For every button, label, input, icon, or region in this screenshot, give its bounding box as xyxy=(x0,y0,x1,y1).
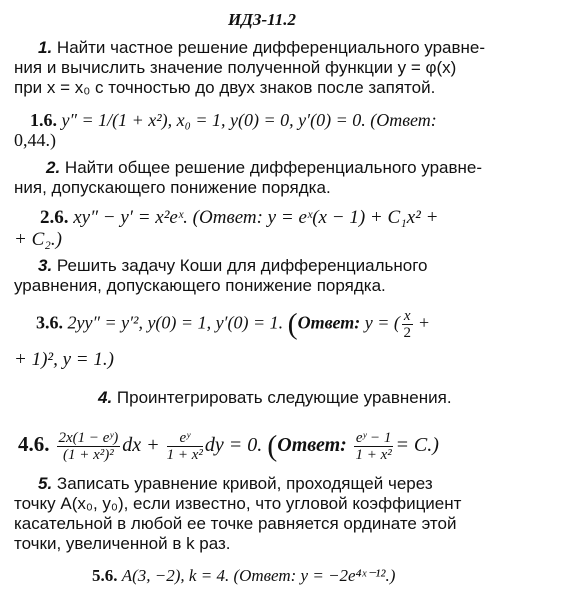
exercise-5-6-number: 5.6. xyxy=(92,566,118,585)
exercise-5-6-line xyxy=(92,566,395,586)
fraction-3-numerator: eʸ − 1 xyxy=(355,430,392,446)
open-paren: ( xyxy=(267,429,278,463)
exercise-3-6-line-1 xyxy=(36,308,429,341)
exercise-4-6-answer-end: = C.) xyxy=(395,434,439,457)
exercise-4-6-fraction-3 xyxy=(354,430,394,463)
fraction-2-numerator: eʸ xyxy=(167,430,203,447)
exercise-5-6-text: A(3, −2), k = 4. (Ответ: y = −2e⁴ˣ⁻¹².) xyxy=(121,566,396,585)
exercise-2-6-line-2: + C₂.) xyxy=(14,229,62,250)
exercise-3-6-number: 3.6. xyxy=(36,312,63,333)
open-paren: ( xyxy=(287,307,298,341)
exercise-3-6-answer-label: Ответ: xyxy=(297,312,361,333)
problem-5-line-3: касательной в любой ее точке равняется ординате этой xyxy=(14,514,457,533)
fraction-numerator: x xyxy=(403,308,411,324)
fraction-3-denominator: 1 + x² xyxy=(355,447,392,463)
problem-5-line-4: точки, увеличенной в k раз. xyxy=(14,534,231,553)
exercise-1-6-line-1 xyxy=(30,110,437,130)
exercise-4-6-number: 4.6. xyxy=(18,432,50,457)
problem-1-text-1: Найти частное решение дифференциального уравне- xyxy=(56,38,486,57)
problem-1-line-2: ния и вычислить значение полученной функции y = φ(x) xyxy=(14,58,457,77)
problem-2-number: 2. xyxy=(46,158,61,177)
exercise-4-6-line xyxy=(18,430,439,463)
exercise-3-6-fraction xyxy=(402,308,413,341)
problem-1-line-3: при x = x₀ с точностью до двух знаков после запятой. xyxy=(14,78,436,97)
exercise-4-6-dx: dx + xyxy=(122,434,160,457)
problem-5-text-1: Записать уравнение кривой, проходящей через xyxy=(56,474,433,493)
exercise-3-6-answer-start: y = ( xyxy=(364,312,400,333)
exercise-2-6-text-1: xy″ − y′ = x²eˣ. (Ответ: y = eˣ(x − 1) + C₁x² + xyxy=(73,207,439,228)
fraction-2-denominator: 1 + x² xyxy=(166,447,203,463)
problem-4-line xyxy=(98,388,452,408)
exercise-1-6-number: 1.6. xyxy=(30,110,57,130)
problem-5-line-1 xyxy=(38,474,433,494)
exercise-4-6-fraction-1 xyxy=(57,430,121,463)
exercise-2-6-line-1 xyxy=(40,208,438,228)
exercise-1-6-line-2: 0,44.) xyxy=(14,130,56,150)
problem-1-line-1 xyxy=(38,38,485,58)
problem-2-line-1 xyxy=(46,158,482,178)
problem-3-text-1: Решить задачу Коши для дифференциального xyxy=(56,256,428,275)
fraction-denominator: 2 xyxy=(403,325,411,341)
doc-title: ИДЗ-11.2 xyxy=(228,10,296,29)
exercise-3-6-equation: 2yy″ = y′², y(0) = 1, y′(0) = 1. xyxy=(67,312,284,333)
fraction-1-denominator: (1 + x²)² xyxy=(63,447,114,463)
exercise-4-6-fraction-2 xyxy=(167,430,203,463)
exercise-1-6-text-1: y″ = 1/(1 + x²), x₀ = 1, y(0) = 0, y′(0) = 0. (Ответ: xyxy=(61,110,437,130)
problem-5-number: 5. xyxy=(38,474,53,493)
problem-2-text-1: Найти общее решение дифференциального уравне- xyxy=(64,158,483,177)
exercise-4-6-answer-label: Ответ: xyxy=(277,434,347,457)
fraction-1-numerator: 2x(1 − eʸ) xyxy=(58,430,119,446)
problem-3-number: 3. xyxy=(38,256,53,275)
problem-3-line-2: уравнения, допускающего понижение порядка. xyxy=(14,276,386,295)
exercise-2-6-number: 2.6. xyxy=(40,207,69,228)
exercise-3-6-line-2: + 1)², y = 1.) xyxy=(14,349,114,370)
problem-4-text: Проинтегрировать следующие уравнения. xyxy=(116,388,452,407)
exercise-3-6-plus: + xyxy=(419,312,430,333)
problem-2-line-2: ния, допускающего понижение порядка. xyxy=(14,178,331,197)
problem-3-line-1 xyxy=(38,256,428,276)
problem-5-line-2: точку A(x₀, y₀), если известно, что угловой коэффициент xyxy=(14,494,462,513)
problem-4-number: 4. xyxy=(98,388,113,407)
exercise-4-6-dy: dy = 0. xyxy=(204,434,263,457)
problem-1-number: 1. xyxy=(38,38,53,57)
